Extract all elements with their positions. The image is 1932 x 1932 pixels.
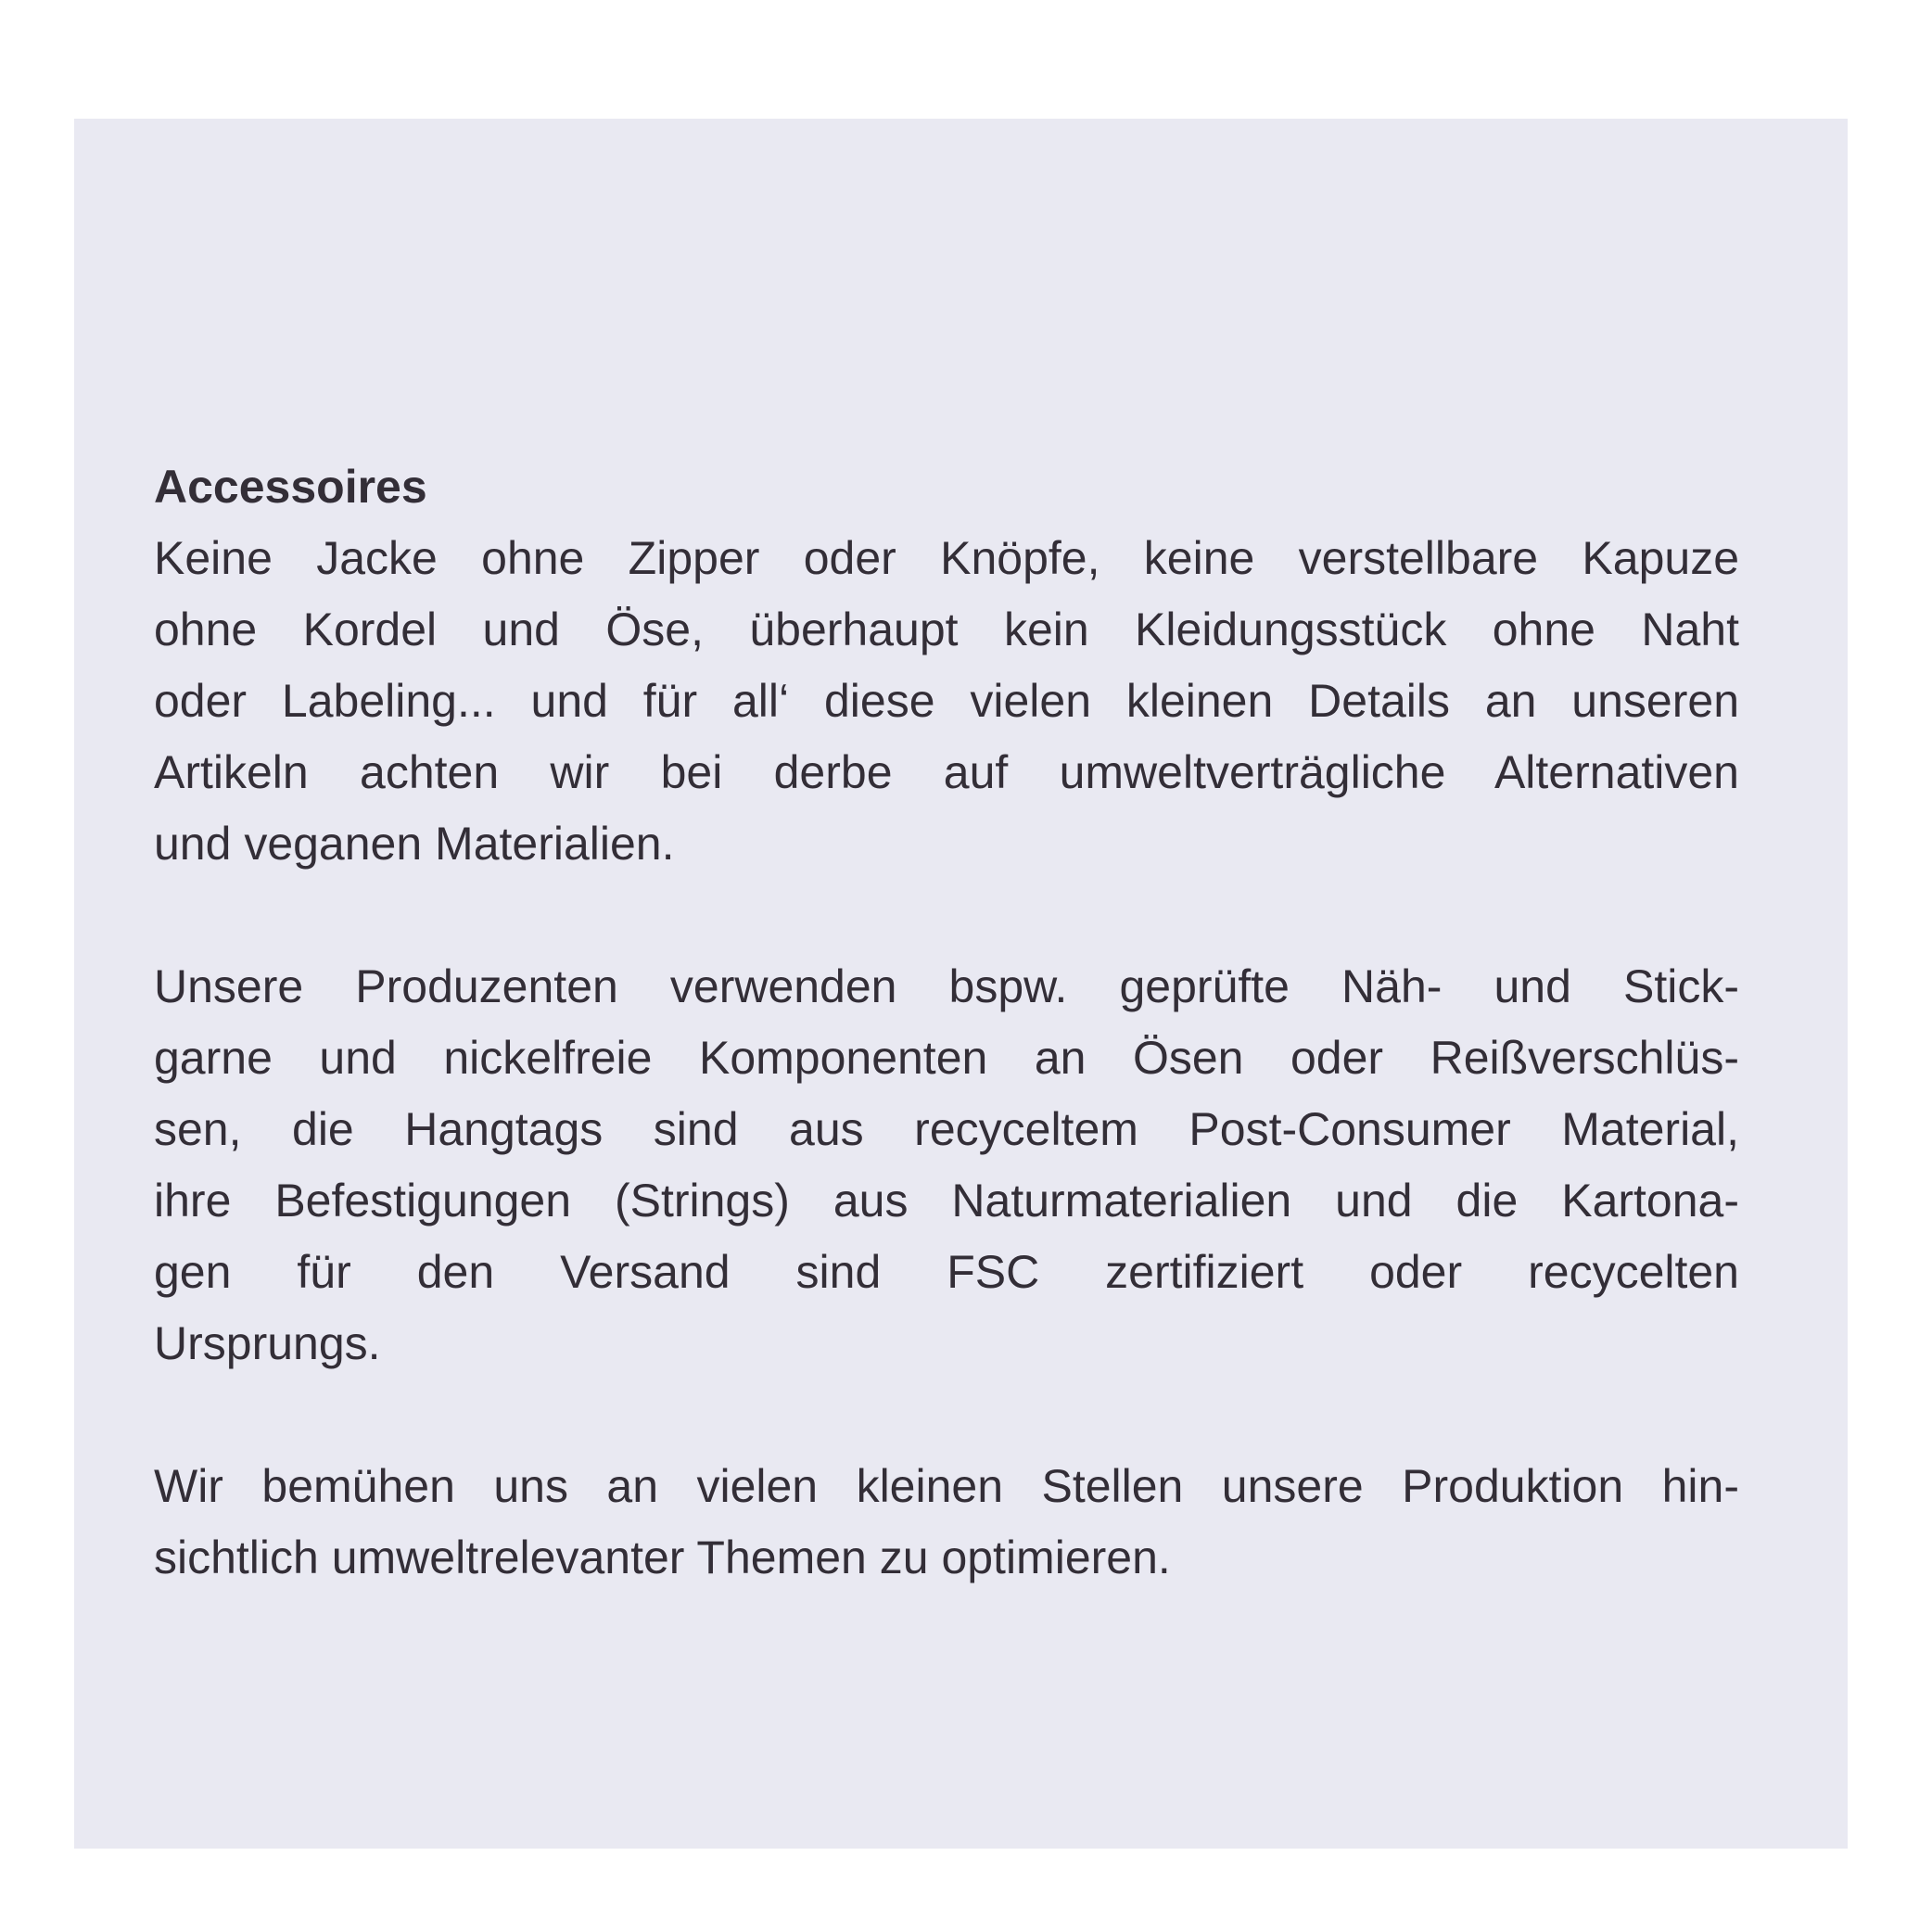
paragraph-line: sen, die Hangtags sind aus recyceltem Post-Consumer Material, xyxy=(154,1103,1739,1155)
paragraph-line: gen für den Versand sind FSC zertifiziert oder recycelten xyxy=(154,1246,1739,1298)
paragraph-line: Artikeln achten wir bei derbe auf umweltverträgliche Alternativen xyxy=(154,746,1739,798)
paragraph-line: und veganen Materialien. xyxy=(154,818,675,870)
paragraph-line: garne und nickelfreie Komponenten an Ösen oder Reißverschlüs- xyxy=(154,1032,1739,1084)
text-block xyxy=(154,451,1739,1594)
paragraph-line: ohne Kordel und Öse, überhaupt kein Kleidungsstück ohne Naht xyxy=(154,604,1739,655)
paragraph-line: Ursprungs. xyxy=(154,1317,381,1369)
paragraph-3 xyxy=(154,1451,1739,1594)
section-heading: Accessoires xyxy=(154,461,427,513)
paragraph-line: sichtlich umweltrelevanter Themen zu optimieren. xyxy=(154,1532,1171,1583)
paragraph-line: Keine Jacke ohne Zipper oder Knöpfe, keine verstellbare Kapuze xyxy=(154,532,1739,584)
paragraph-2 xyxy=(154,951,1739,1379)
paragraph-1 xyxy=(154,523,1739,880)
paragraph-line: ihre Befestigungen (Strings) aus Naturmaterialien und die Kartona- xyxy=(154,1175,1739,1227)
paragraph-line: oder Labeling... und für all‘ diese vielen kleinen Details an unseren xyxy=(154,675,1739,727)
paragraph-line: Wir bemühen uns an vielen kleinen Stellen unsere Produktion hin- xyxy=(154,1460,1739,1512)
paragraph-line: Unsere Produzenten verwenden bspw. geprüfte Näh- und Stick- xyxy=(154,960,1739,1012)
